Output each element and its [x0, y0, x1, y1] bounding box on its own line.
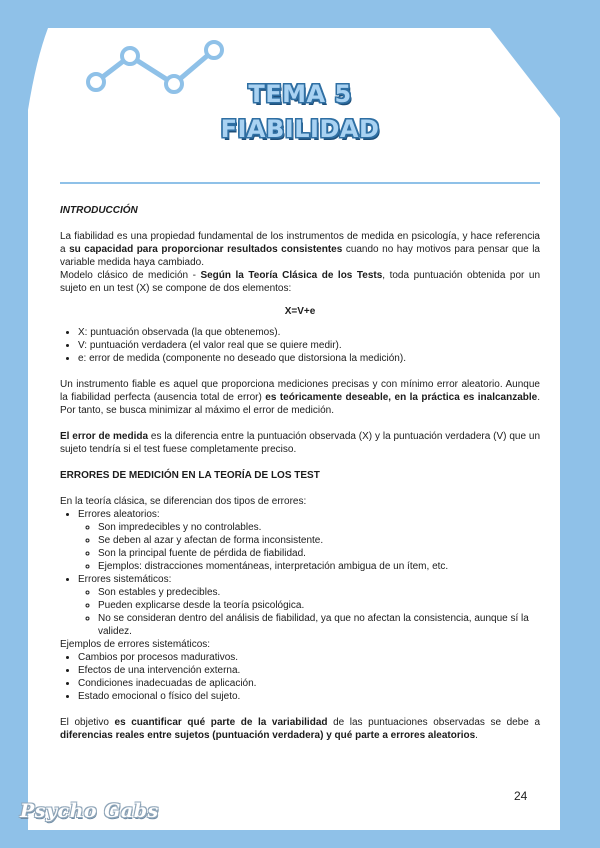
list-item: ◦ Se deben al azar y afectan de forma inconsistente. — [98, 534, 540, 547]
systematic-errors-list — [78, 586, 540, 638]
list-item: • Estado emocional o físico del sujeto. — [78, 690, 540, 703]
title-divider — [60, 182, 540, 184]
page-number: 24 — [514, 789, 528, 803]
list-item: • e: error de medida (componente no deseado que distorsiona la medición). — [78, 352, 540, 365]
intro-paragraph-4: El error de medida es la diferencia entre la puntuación observada (X) y la puntuación verdadera (V) que un sujeto tendría si el test fuese completamente preciso. — [60, 431, 541, 455]
systematic-examples-list — [60, 651, 540, 703]
list-item: • X: puntuación observada (la que obtenemos). — [78, 326, 540, 339]
examples-label: Ejemplos de errores sistemáticos: — [60, 639, 211, 650]
components-list — [60, 326, 540, 365]
list-item: • V: puntuación verdadera (el valor real que se quiere medir). — [78, 339, 540, 352]
formula: X=V+e — [284, 306, 316, 317]
list-item: • Errores aleatorios: ◦ Son impredecibles y no controlables. ◦ Se deben al azar y afectan de forma inconsistente. ◦ Son la principal fuente de pérdida de fiabilidad. ◦ Ejemplos: distracciones momentáneas, interpretación ambigua de un ítem, etc. — [78, 508, 540, 573]
document-body — [60, 200, 540, 742]
closing-paragraph: El objetivo es cuantificar qué parte de la variabilidad de las puntuaciones observadas se debe a diferencias reales entre sujetos (puntuación verdadera) y qué parte a errores aleatorios. — [60, 717, 541, 741]
list-item: ◦ No se consideran dentro del análisis de fiabilidad, ya que no afectan la consistencia, aunque sí la validez. — [98, 612, 540, 638]
title-line-2: FIABILIDAD — [220, 115, 380, 143]
intro-paragraph-2: Modelo clásico de medición - Según la Teoría Clásica de los Tests, toda puntuación obtenida por un sujeto en un test (X) se compone de dos elementos: — [60, 270, 541, 294]
list-item: ◦ Son estables y predecibles. — [98, 586, 540, 599]
list-item: • Errores sistemáticos: ◦ Son estables y predecibles. ◦ Pueden explicarse desde la teoría psicológica. ◦ No se consideran dentro del análisis de fiabilidad, ya que no afectan la consistencia, aunque sí la validez. — [78, 573, 540, 638]
list-item: ◦ Ejemplos: distracciones momentáneas, interpretación ambigua de un ítem, etc. — [98, 560, 540, 573]
random-errors-list — [78, 521, 540, 573]
list-item: • Cambios por procesos madurativos. — [78, 651, 540, 664]
list-item: ◦ Son la principal fuente de pérdida de fiabilidad. — [98, 547, 540, 560]
brand-logo: Psycho Gabs — [20, 800, 159, 822]
errors-intro: En la teoría clásica, se diferencian dos tipos de errores: — [60, 496, 307, 507]
intro-heading: INTRODUCCIÓN — [60, 205, 138, 216]
title-line-1: TEMA 5 — [248, 80, 352, 108]
error-types-list — [60, 508, 540, 638]
list-item: • Condiciones inadecuadas de aplicación. — [78, 677, 540, 690]
intro-paragraph-1: La fiabilidad es una propiedad fundamental de los instrumentos de medida en psicología, y hace referencia a su capacidad para proporcionar resultados consistentes cuando no hay motivos para pensar que la variable medida haya cambiado. — [60, 231, 540, 268]
list-item: ◦ Pueden explicarse desde la teoría psicológica. — [98, 599, 540, 612]
list-item: • Efectos de una intervención externa. — [78, 664, 540, 677]
list-item: ◦ Son impredecibles y no controlables. — [98, 521, 540, 534]
intro-paragraph-3: Un instrumento fiable es aquel que proporciona mediciones precisas y con mínimo error aleatorio. Aunque la fiabilidad perfecta (ausencia total de error) es teóricamente deseable, en la práctica es inalcanzable. Por tanto, se busca minimizar al máximo el error de medición. — [60, 379, 540, 416]
errors-heading: ERRORES DE MEDICIÓN EN LA TEORÍA DE LOS TEST — [60, 470, 320, 481]
